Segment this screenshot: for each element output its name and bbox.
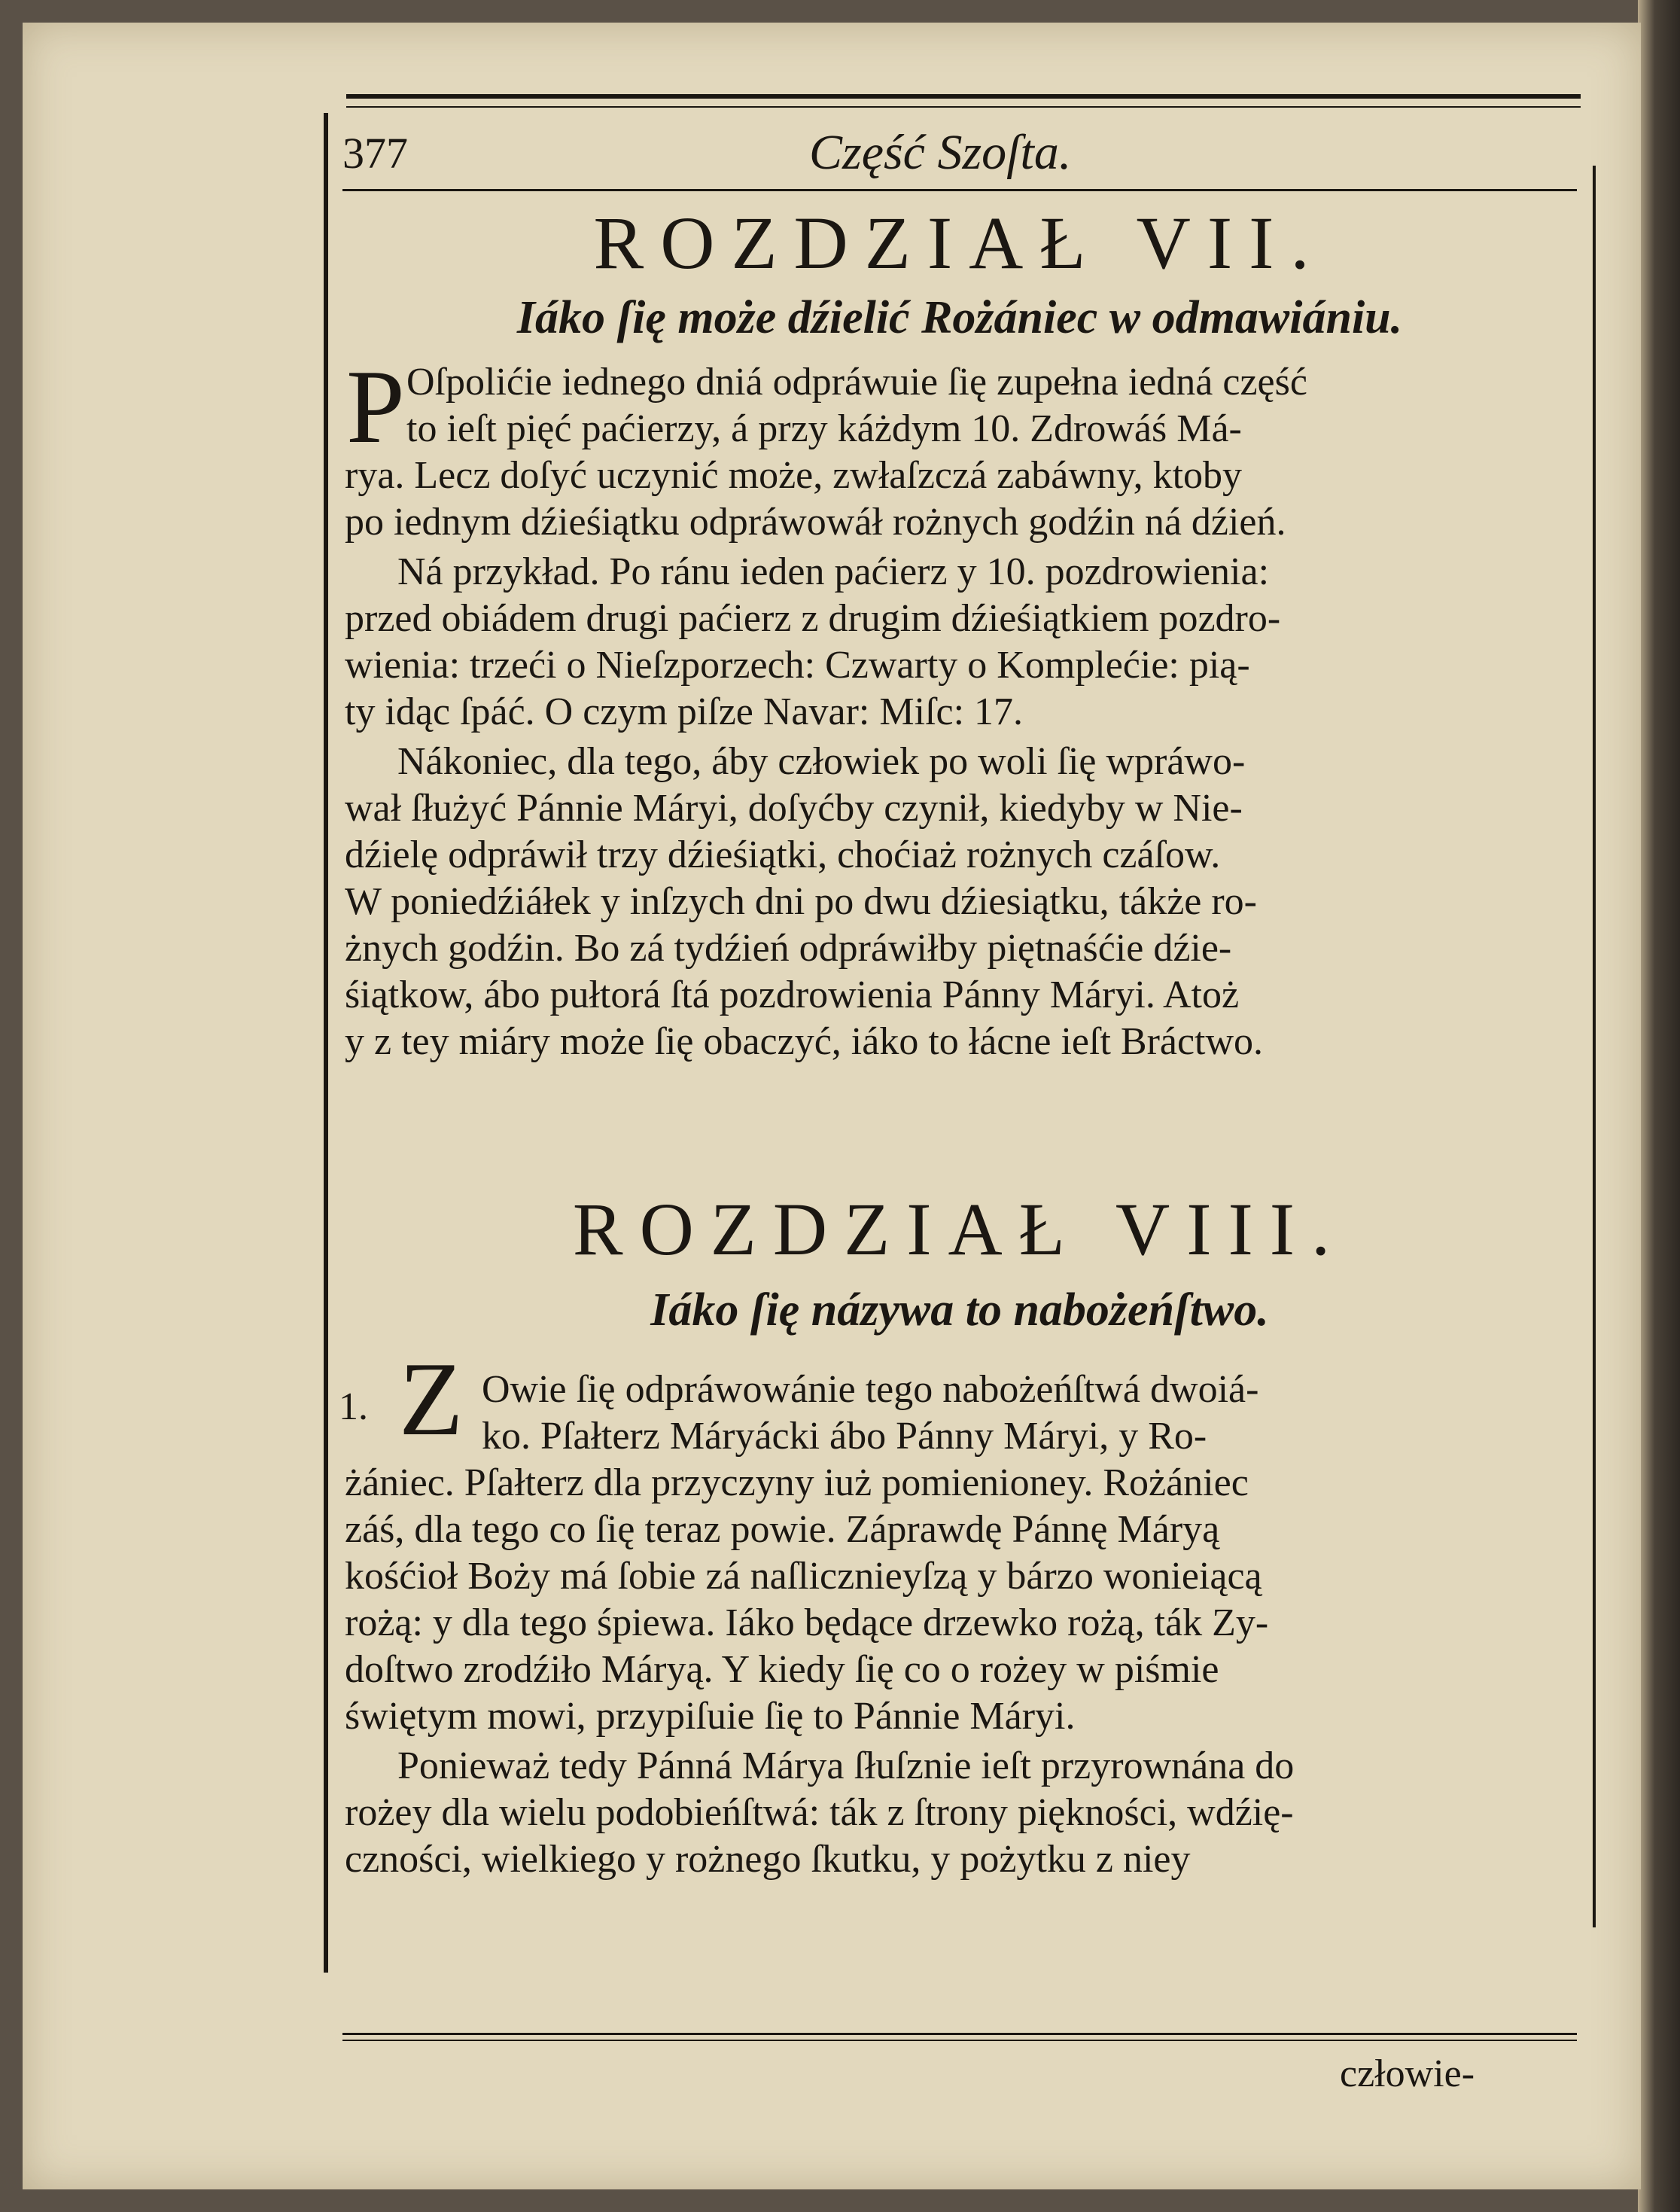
text-line: rożey dla wielu podobieńſtwá: ták z ſtrony piękności, wdźię- xyxy=(345,1791,1294,1834)
text-line: rya. Lecz doſyć uczynić może, zwłaſzczá zabáwny, ktoby xyxy=(345,454,1243,497)
running-title: Część Szoſta. xyxy=(809,125,1072,180)
text-frame xyxy=(324,94,1596,2095)
chapter-7-title: ROZDZIAŁ VII. xyxy=(593,201,1326,285)
text-line: Nákoniec, dla tego, áby człowiek po woli ſię wpráwo- xyxy=(397,740,1246,783)
text-line: czności, wielkiego y rożnego ſkutku, y pożytku z niey xyxy=(345,1838,1191,1881)
text-line: śiątkow, ábo pułtorá ſtá pozdrowienia Pánny Máryi. Atoż xyxy=(345,973,1240,1016)
book-spine xyxy=(1638,0,1680,2212)
page-number: 377 xyxy=(342,129,408,178)
chapter-7-paragraph-3 xyxy=(345,739,1579,1065)
text-line: ko. Pſałterz Máryácki ábo Pánny Máryi, y Ro- xyxy=(482,1415,1207,1458)
text-line: kośćioł Boży má ſobie zá naſlicznieyſzą y bárzo wonieiącą xyxy=(345,1555,1262,1598)
text-line: przed obiádem drugi paćierz z drugim dźieśiątkiem pozdro- xyxy=(345,597,1281,640)
text-line: W poniedźiáłek y inſzych dni po dwu dźiesiątku, tákże ro- xyxy=(345,880,1257,923)
text-line: dźielę odpráwił trzy dźieśiątki, choćiaż rożnych czáſow. xyxy=(345,833,1221,876)
text-line: świętym mowi, przypiſuie ſię to Pánnie Máryi. xyxy=(345,1695,1076,1738)
chapter-8-paragraph-1 xyxy=(482,1367,1579,1460)
text-line: wienia: trzeći o Nieſzporzech: Czwarty o Komplećie: pią- xyxy=(345,644,1250,687)
chapter-8-dropcap: Z xyxy=(399,1341,464,1458)
text-line: záś, dla tego co ſię teraz powie. Záprawdę Pánnę Máryą xyxy=(345,1508,1220,1551)
text-line: Ná przykład. Po ránu ieden paćierz y 10. pozdrowienia: xyxy=(397,550,1270,593)
text-line: Owie ſię odpráwowánie tego nabożeńſtwá dwoiá- xyxy=(482,1368,1259,1411)
catchword: człowie- xyxy=(1340,2052,1475,2095)
chapter-8-subtitle: Iáko ſię názywa to nabożeńſtwo. xyxy=(650,1284,1269,1336)
chapter-8-paragraph-2 xyxy=(345,1743,1579,1883)
text-line: żániec. Pſałterz dla przyczyny iuż pomienioney. Rożániec xyxy=(345,1461,1249,1504)
section-number: 1. xyxy=(339,1385,368,1428)
header-rule xyxy=(342,189,1577,191)
right-border-rule xyxy=(1593,166,1596,1927)
chapter-7-paragraph-1-cont xyxy=(345,452,1579,546)
text-line: y z tey miáry może ſię obaczyć, iáko to łácne ieſt Bráctwo. xyxy=(345,1020,1264,1063)
bottom-border-rule xyxy=(342,2033,1577,2041)
chapter-8-paragraph-1-cont xyxy=(345,1460,1579,1740)
running-head xyxy=(342,124,1577,192)
text-line: żnych godźin. Bo zá tydźień odpráwiłby piętnaśćie dźie- xyxy=(345,927,1232,970)
text-line: ty idąc ſpáć. O czym piſze Navar: Miſc: 17. xyxy=(345,690,1024,733)
book-page xyxy=(23,23,1641,2189)
text-line: Ponieważ tedy Pánná Márya ſłuſznie ieſt przyrownána do xyxy=(397,1744,1295,1787)
chapter-8-title: ROZDZIAŁ VIII. xyxy=(572,1187,1347,1271)
top-border-rule xyxy=(346,94,1581,108)
chapter-7-dropcap: P xyxy=(346,349,405,465)
chapter-7-paragraph-2 xyxy=(345,549,1579,736)
text-line: po iednym dźieśiątku odpráwowáł rożnych godźin ná dźień. xyxy=(345,501,1286,544)
text-line: doſtwo zrodźiło Máryą. Y kiedy ſię co o rożey w piśmie xyxy=(345,1648,1219,1691)
text-line: Oſpolićie iednego dniá odpráwuie ſię zupełna iedná część xyxy=(406,361,1307,404)
text-line: rożą: y dla tego śpiewa. Iáko będące drzewko rożą, ták Zy- xyxy=(345,1601,1269,1644)
left-border-rule xyxy=(324,113,328,1973)
text-line: wał ſłużyć Pánnie Máryi, doſyćby czynił, kiedyby w Nie- xyxy=(345,787,1243,830)
text-line: to ieſt pięć paćierzy, á przy káżdym 10. Zdrowáś Má- xyxy=(406,407,1242,450)
chapter-7-paragraph-1 xyxy=(406,359,1581,452)
chapter-7-subtitle: Iáko ſię może dźielić Rożániec w odmawiániu. xyxy=(516,292,1403,343)
